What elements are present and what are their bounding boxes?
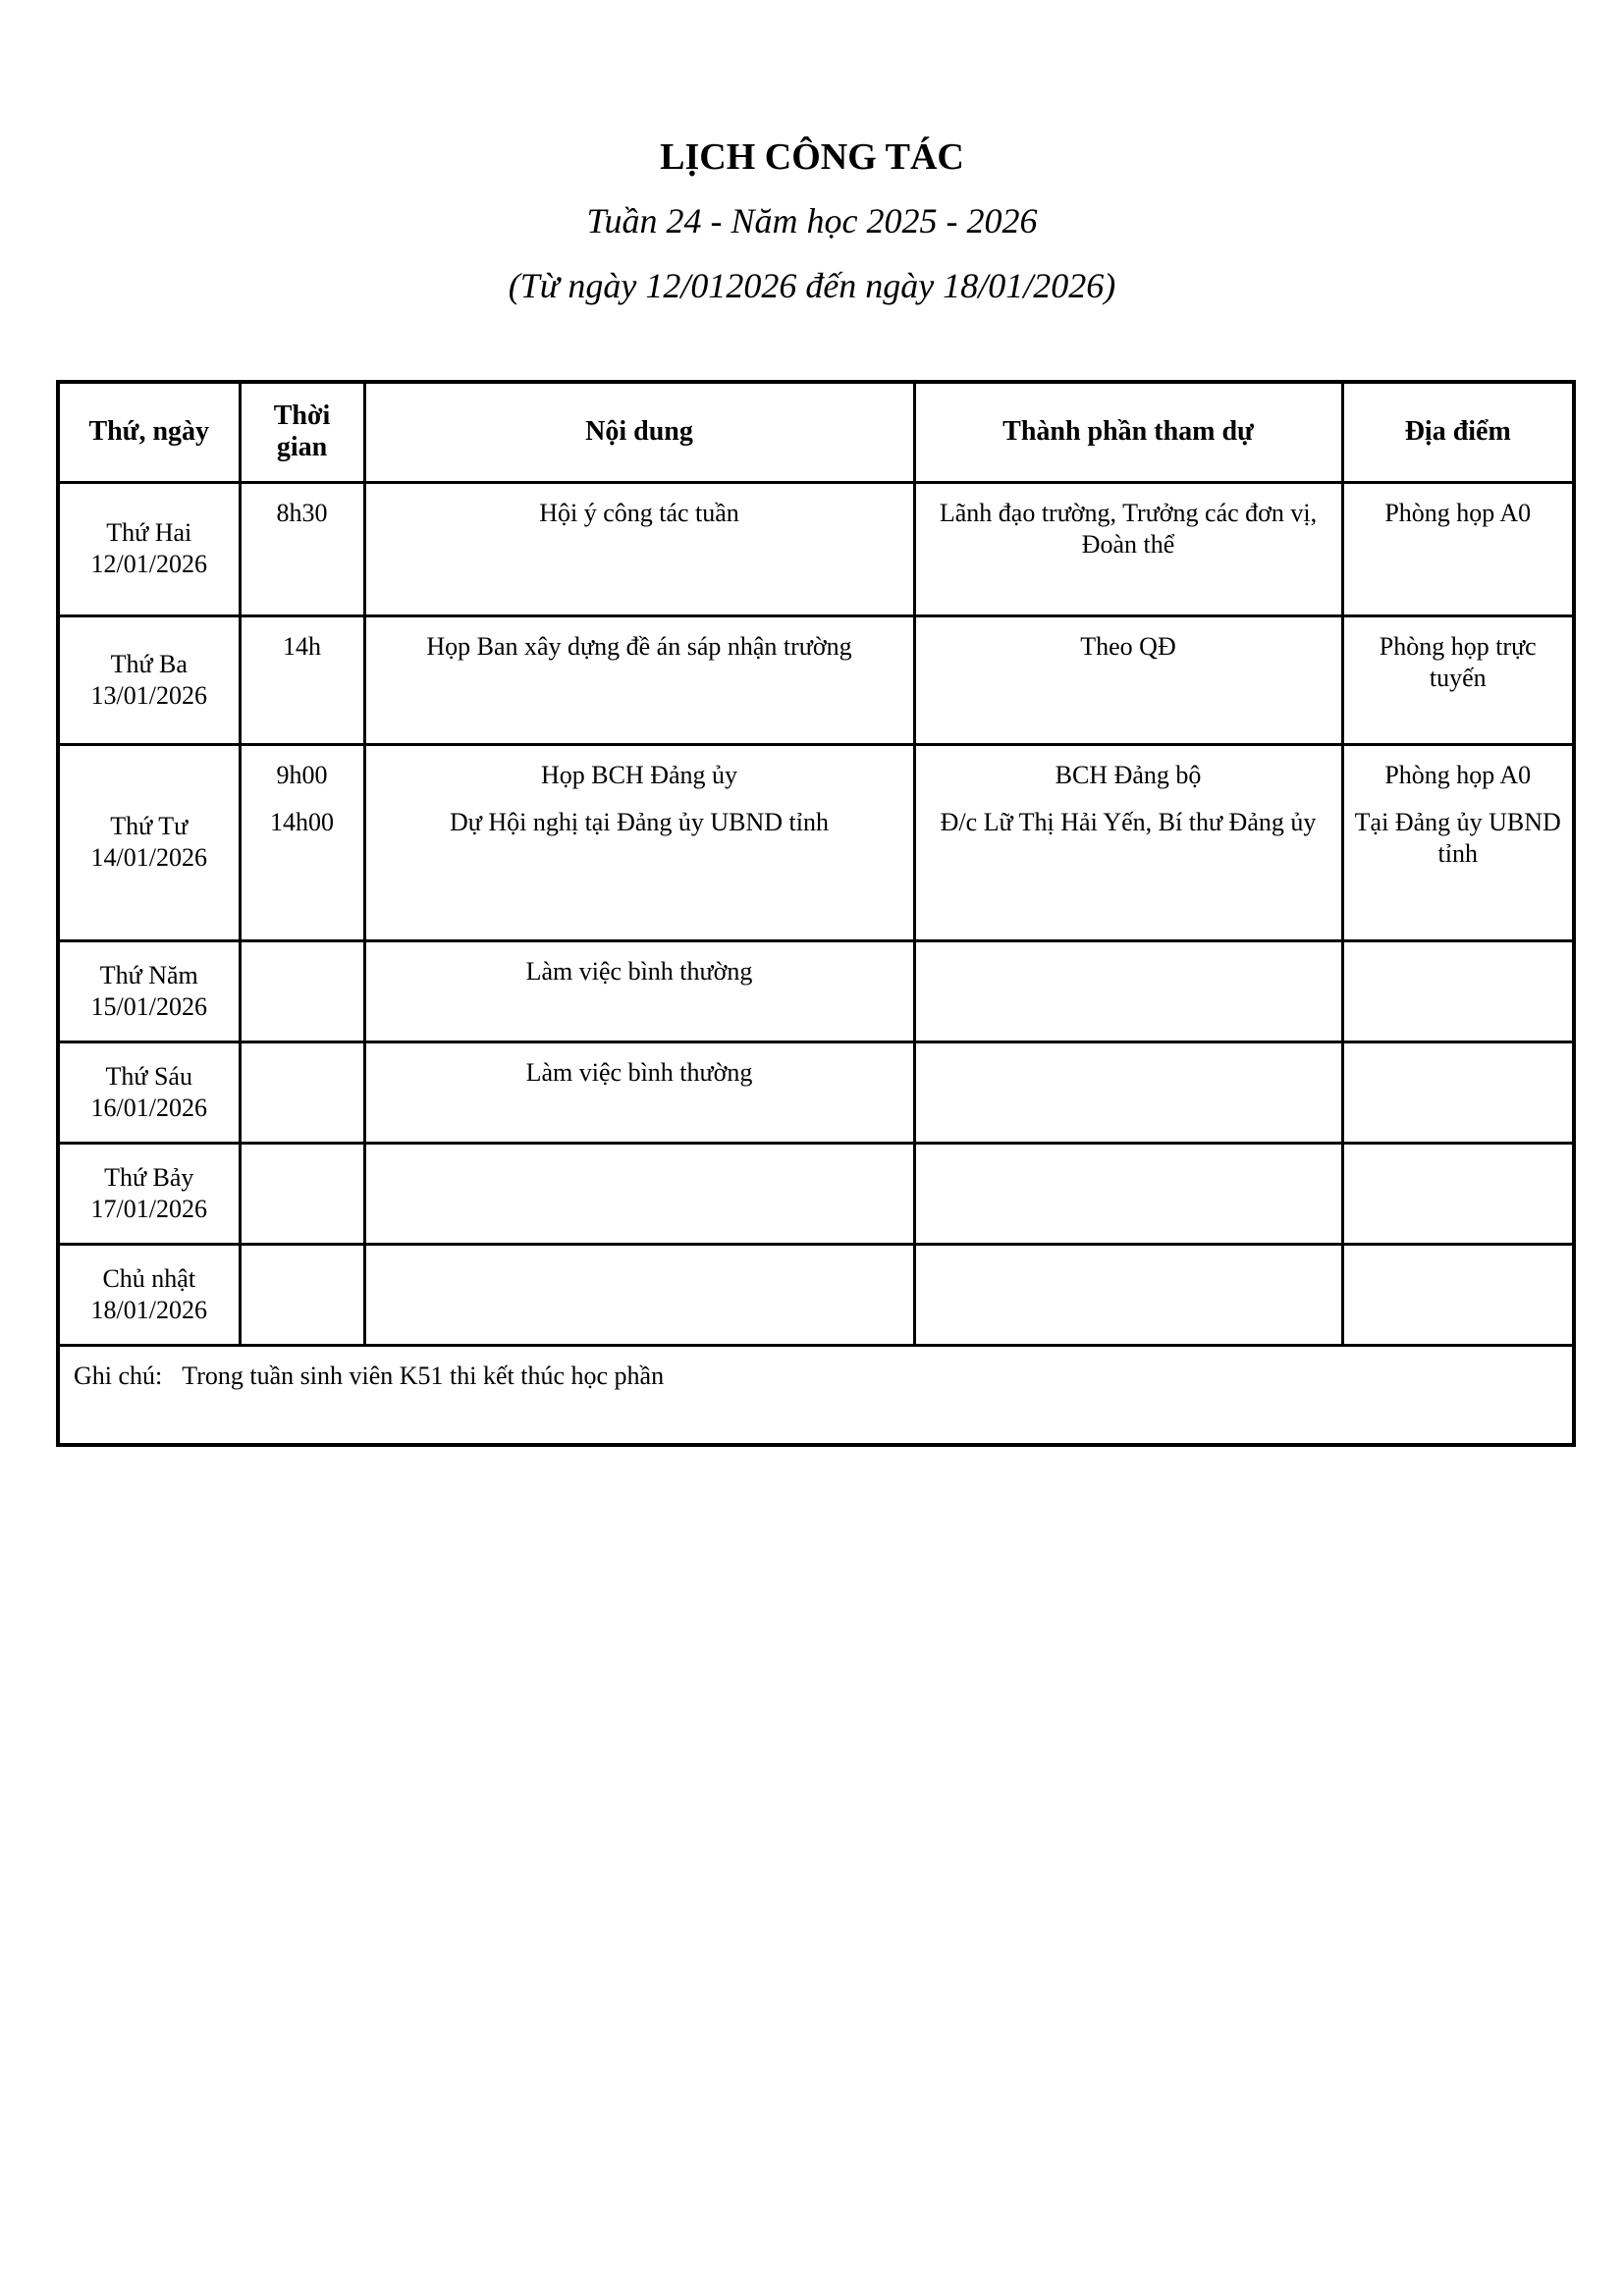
day-date: 18/01/2026: [90, 1295, 207, 1324]
participants-cell: [914, 1244, 1342, 1345]
participants-cell: [914, 615, 1342, 744]
time-cell: [240, 1244, 364, 1345]
participants-cell: [914, 1143, 1342, 1244]
location-text: Phòng họp A0: [1384, 498, 1532, 527]
table-row: [58, 482, 1574, 615]
time-text: 14h00: [270, 807, 334, 836]
location-cell: [1342, 1041, 1574, 1143]
day-name: Thứ Ba: [110, 649, 188, 678]
participants-text: Lãnh đạo trường, Trưởng các đơn vị, Đoàn thể: [939, 498, 1318, 559]
schedule-table: [56, 380, 1576, 1447]
content-text: Làm việc bình thường: [525, 956, 753, 986]
time-cell: [240, 1041, 364, 1143]
day-date: 13/01/2026: [90, 680, 207, 710]
day-cell: [58, 744, 240, 940]
notes-label: Ghi chú:: [74, 1361, 163, 1390]
notes-cell: [58, 1345, 1574, 1445]
day-cell: [58, 1041, 240, 1143]
day-cell: [58, 940, 240, 1041]
day-date: 16/01/2026: [90, 1093, 207, 1122]
content-text: Làm việc bình thường: [525, 1057, 753, 1087]
day-cell: [58, 1244, 240, 1345]
content-cell: [364, 940, 914, 1041]
location-cell: [1342, 482, 1574, 615]
column-header-location: Địa điểm: [1342, 382, 1574, 482]
day-name: Thứ Bảy: [104, 1162, 194, 1192]
column-header-day: Thứ, ngày: [58, 382, 240, 482]
content-cell: [364, 1041, 914, 1143]
day-date: 17/01/2026: [90, 1194, 207, 1223]
day-name: Thứ Năm: [99, 960, 198, 989]
day-name: Chủ nhật: [102, 1263, 196, 1293]
location-cell: [1342, 1143, 1574, 1244]
content-text: Họp Ban xây dựng đề án sáp nhận trường: [426, 631, 852, 661]
time-cell: [240, 482, 364, 615]
participants-cell: [914, 744, 1342, 940]
time-text: 9h00: [276, 760, 328, 789]
column-header-time: Thời gian: [240, 382, 364, 482]
date-range: (Từ ngày 12/012026 đến ngày 18/01/2026): [508, 266, 1116, 305]
week-line: Tuần 24 - Năm học 2025 - 2026: [586, 201, 1038, 240]
content-text: Hội ý công tác tuần: [539, 498, 739, 527]
column-header-participants: Thành phần tham dự: [914, 382, 1342, 482]
location-cell: [1342, 1244, 1574, 1345]
time-cell: [240, 1143, 364, 1244]
participants-cell: [914, 1041, 1342, 1143]
content-cell: [364, 615, 914, 744]
table-row: [58, 1041, 1574, 1143]
content-cell: [364, 1143, 914, 1244]
participants-text: BCH Đảng bộ: [1055, 760, 1202, 789]
content-text: Dự Hội nghị tại Đảng ủy UBND tỉnh: [449, 807, 829, 836]
table-row: [58, 1244, 1574, 1345]
location-cell: [1342, 744, 1574, 940]
document-title: LỊCH CÔNG TÁC: [660, 136, 964, 178]
table-row: [58, 744, 1574, 940]
table-row: [58, 1143, 1574, 1244]
day-cell: [58, 1143, 240, 1244]
participants-cell: [914, 482, 1342, 615]
day-cell: [58, 615, 240, 744]
day-date: 12/01/2026: [90, 550, 207, 578]
document-header: [0, 126, 1624, 318]
content-cell: [364, 744, 914, 940]
participants-cell: [914, 940, 1342, 1041]
column-header-content: Nội dung: [364, 382, 914, 482]
content-text: Họp BCH Đảng ủy: [540, 760, 738, 789]
schedule-body: [58, 482, 1574, 1445]
location-cell: [1342, 615, 1574, 744]
day-name: Thứ Hai: [106, 518, 192, 547]
location-cell: [1342, 940, 1574, 1041]
participants-text: Đ/c Lữ Thị Hải Yến, Bí thư Đảng ủy: [940, 807, 1317, 836]
time-cell: [240, 940, 364, 1041]
day-cell: [58, 482, 240, 615]
day-date: 15/01/2026: [90, 991, 207, 1021]
day-name: Thứ Sáu: [105, 1061, 192, 1091]
content-cell: [364, 482, 914, 615]
location-text: Phòng họp trực tuyến: [1379, 631, 1537, 692]
content-cell: [364, 1244, 914, 1345]
day-name: Thứ Tư: [110, 812, 189, 840]
time-text: 14h: [283, 631, 321, 661]
time-text: 8h30: [276, 498, 328, 527]
notes-row: [58, 1345, 1574, 1445]
day-date: 14/01/2026: [90, 843, 207, 872]
location-text: Tại Đảng ủy UBND tỉnh: [1354, 807, 1561, 868]
table-row: [58, 615, 1574, 744]
table-header-row: [58, 382, 1574, 482]
participants-text: Theo QĐ: [1080, 631, 1176, 661]
location-text: Phòng họp A0: [1384, 760, 1532, 789]
table-row: [58, 940, 1574, 1041]
notes-text: Trong tuần sinh viên K51 thi kết thúc học phần: [182, 1361, 665, 1390]
time-cell: [240, 615, 364, 744]
time-cell: [240, 744, 364, 940]
